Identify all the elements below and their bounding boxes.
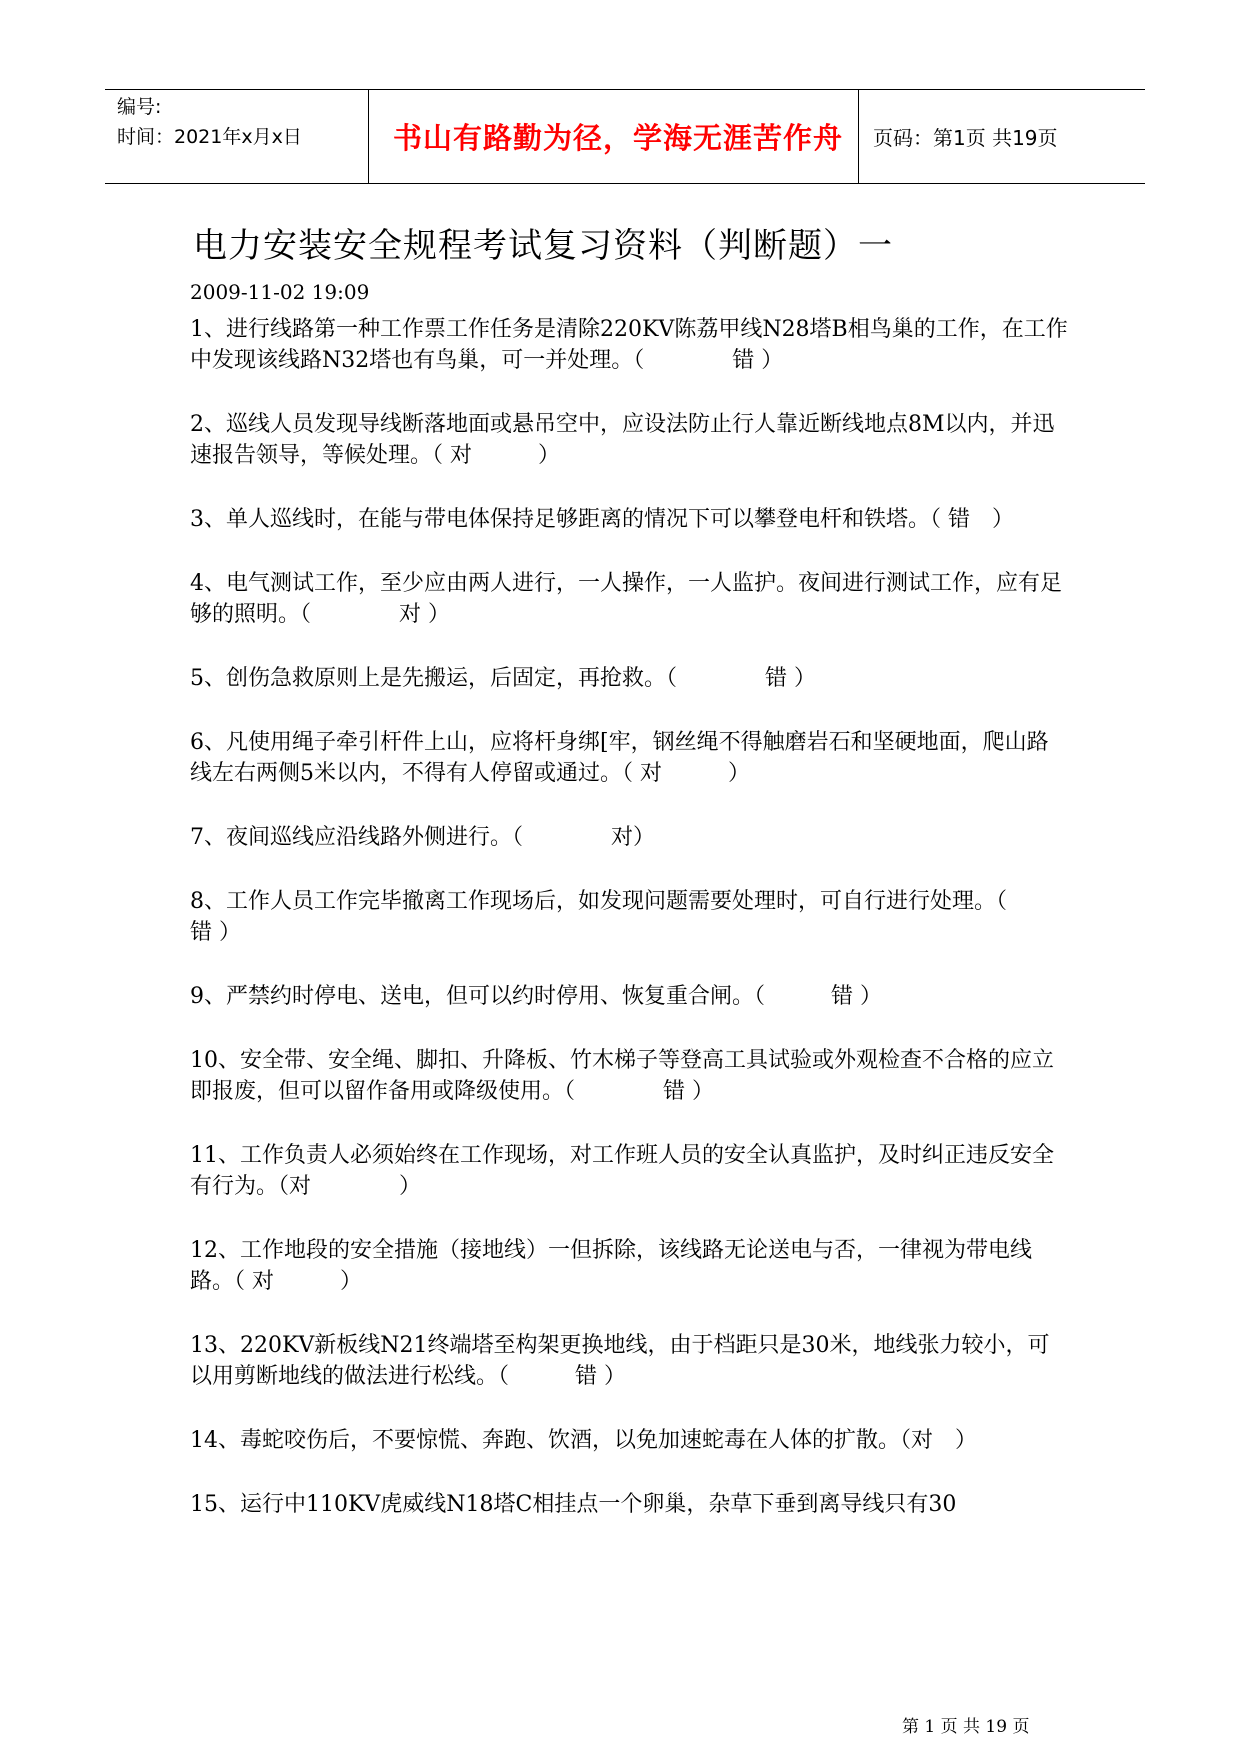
header-divider [858,90,859,183]
question-item: 2、巡线人员发现导线断落地面或悬吊空中，应设法防止行人靠近断线地点8M以内，并迅速报告领导，等候处理。（ 对 ） [190,412,1055,468]
question-item: 15、运行中110KV虎威线N18塔C相挂点一个卵巢，杂草下垂到离导线只有30 [190,1492,957,1517]
page-footer: 第 1 页 共 19 页 [902,1717,1030,1737]
question-item: 4、电气测试工作，至少应由两人进行，一人操作，一人监护。夜间进行测试工作，应有足够的照明。（ 对 ） [190,571,1063,627]
question-item: 11、工作负责人必须始终在工作现场，对工作班人员的安全认真监护，及时纠正违反安全有行为。（对 ） [190,1143,1054,1199]
question-list [190,314,1074,1553]
document-time-label: 时间：2021年x月x日 [117,126,302,148]
header-table [105,89,1145,184]
question-item: 7、夜间巡线应沿线路外侧进行。（ 对） [190,825,655,850]
question-item: 5、创伤急救原则上是先搬运，后固定，再抢救。（ 错 ） [190,666,816,691]
question-item: 3、单人巡线时，在能与带电体保持足够距离的情况下可以攀登电杆和铁塔。（ 错 ） [190,507,1014,532]
question-item: 6、凡使用绳子牵引杆件上山，应将杆身绑[牢，钢丝绳不得触磨岩石和坚硬地面，爬山路线左右两侧5米以内，不得有人停留或通过。（ 对 ） [190,730,1049,786]
question-item: 9、严禁约时停电、送电，但可以约时停用、恢复重合闸。（ 错 ） [190,984,882,1009]
question-item: 13、220KV新板线N21终端塔至构架更换地线，由于档距只是30米，地线张力较小，可以用剪断地线的做法进行松线。（ 错 ） [190,1333,1050,1389]
document-date: 2009-11-02 19:09 [190,280,370,304]
header-divider [368,90,369,183]
question-item: 14、毒蛇咬伤后，不要惊慌、奔跑、饮酒，以免加速蛇毒在人体的扩散。（对 ） [190,1428,977,1453]
question-item: 12、工作地段的安全措施（接地线）一但拆除，该线路无论送电与否，一律视为带电线路。（ 对 ） [190,1238,1032,1294]
question-item: 1、进行线路第一种工作票工作任务是清除220KV陈荔甲线N28塔B相鸟巢的工作，在工作中发现该线路N32塔也有鸟巢，可一并处理。（ 错 ） [190,317,1068,373]
header-motto: 书山有路勤为径，学海无涯苦作舟 [392,121,843,155]
header-info [117,92,302,152]
question-item: 10、安全带、安全绳、脚扣、升降板、竹木梯子等登高工具试验或外观检查不合格的应立即报废，但可以留作备用或降级使用。（ 错 ） [190,1048,1054,1104]
question-item: 8、工作人员工作完毕撤离工作现场后，如发现问题需要处理时，可自行进行处理。（ 错 ） [190,889,1074,945]
header-page-info: 页码：第1页 共19页 [873,126,1058,150]
document-title: 电力安装安全规程考试复习资料（判断题）一 [193,226,893,266]
document-number-label: 编号: [117,96,162,118]
